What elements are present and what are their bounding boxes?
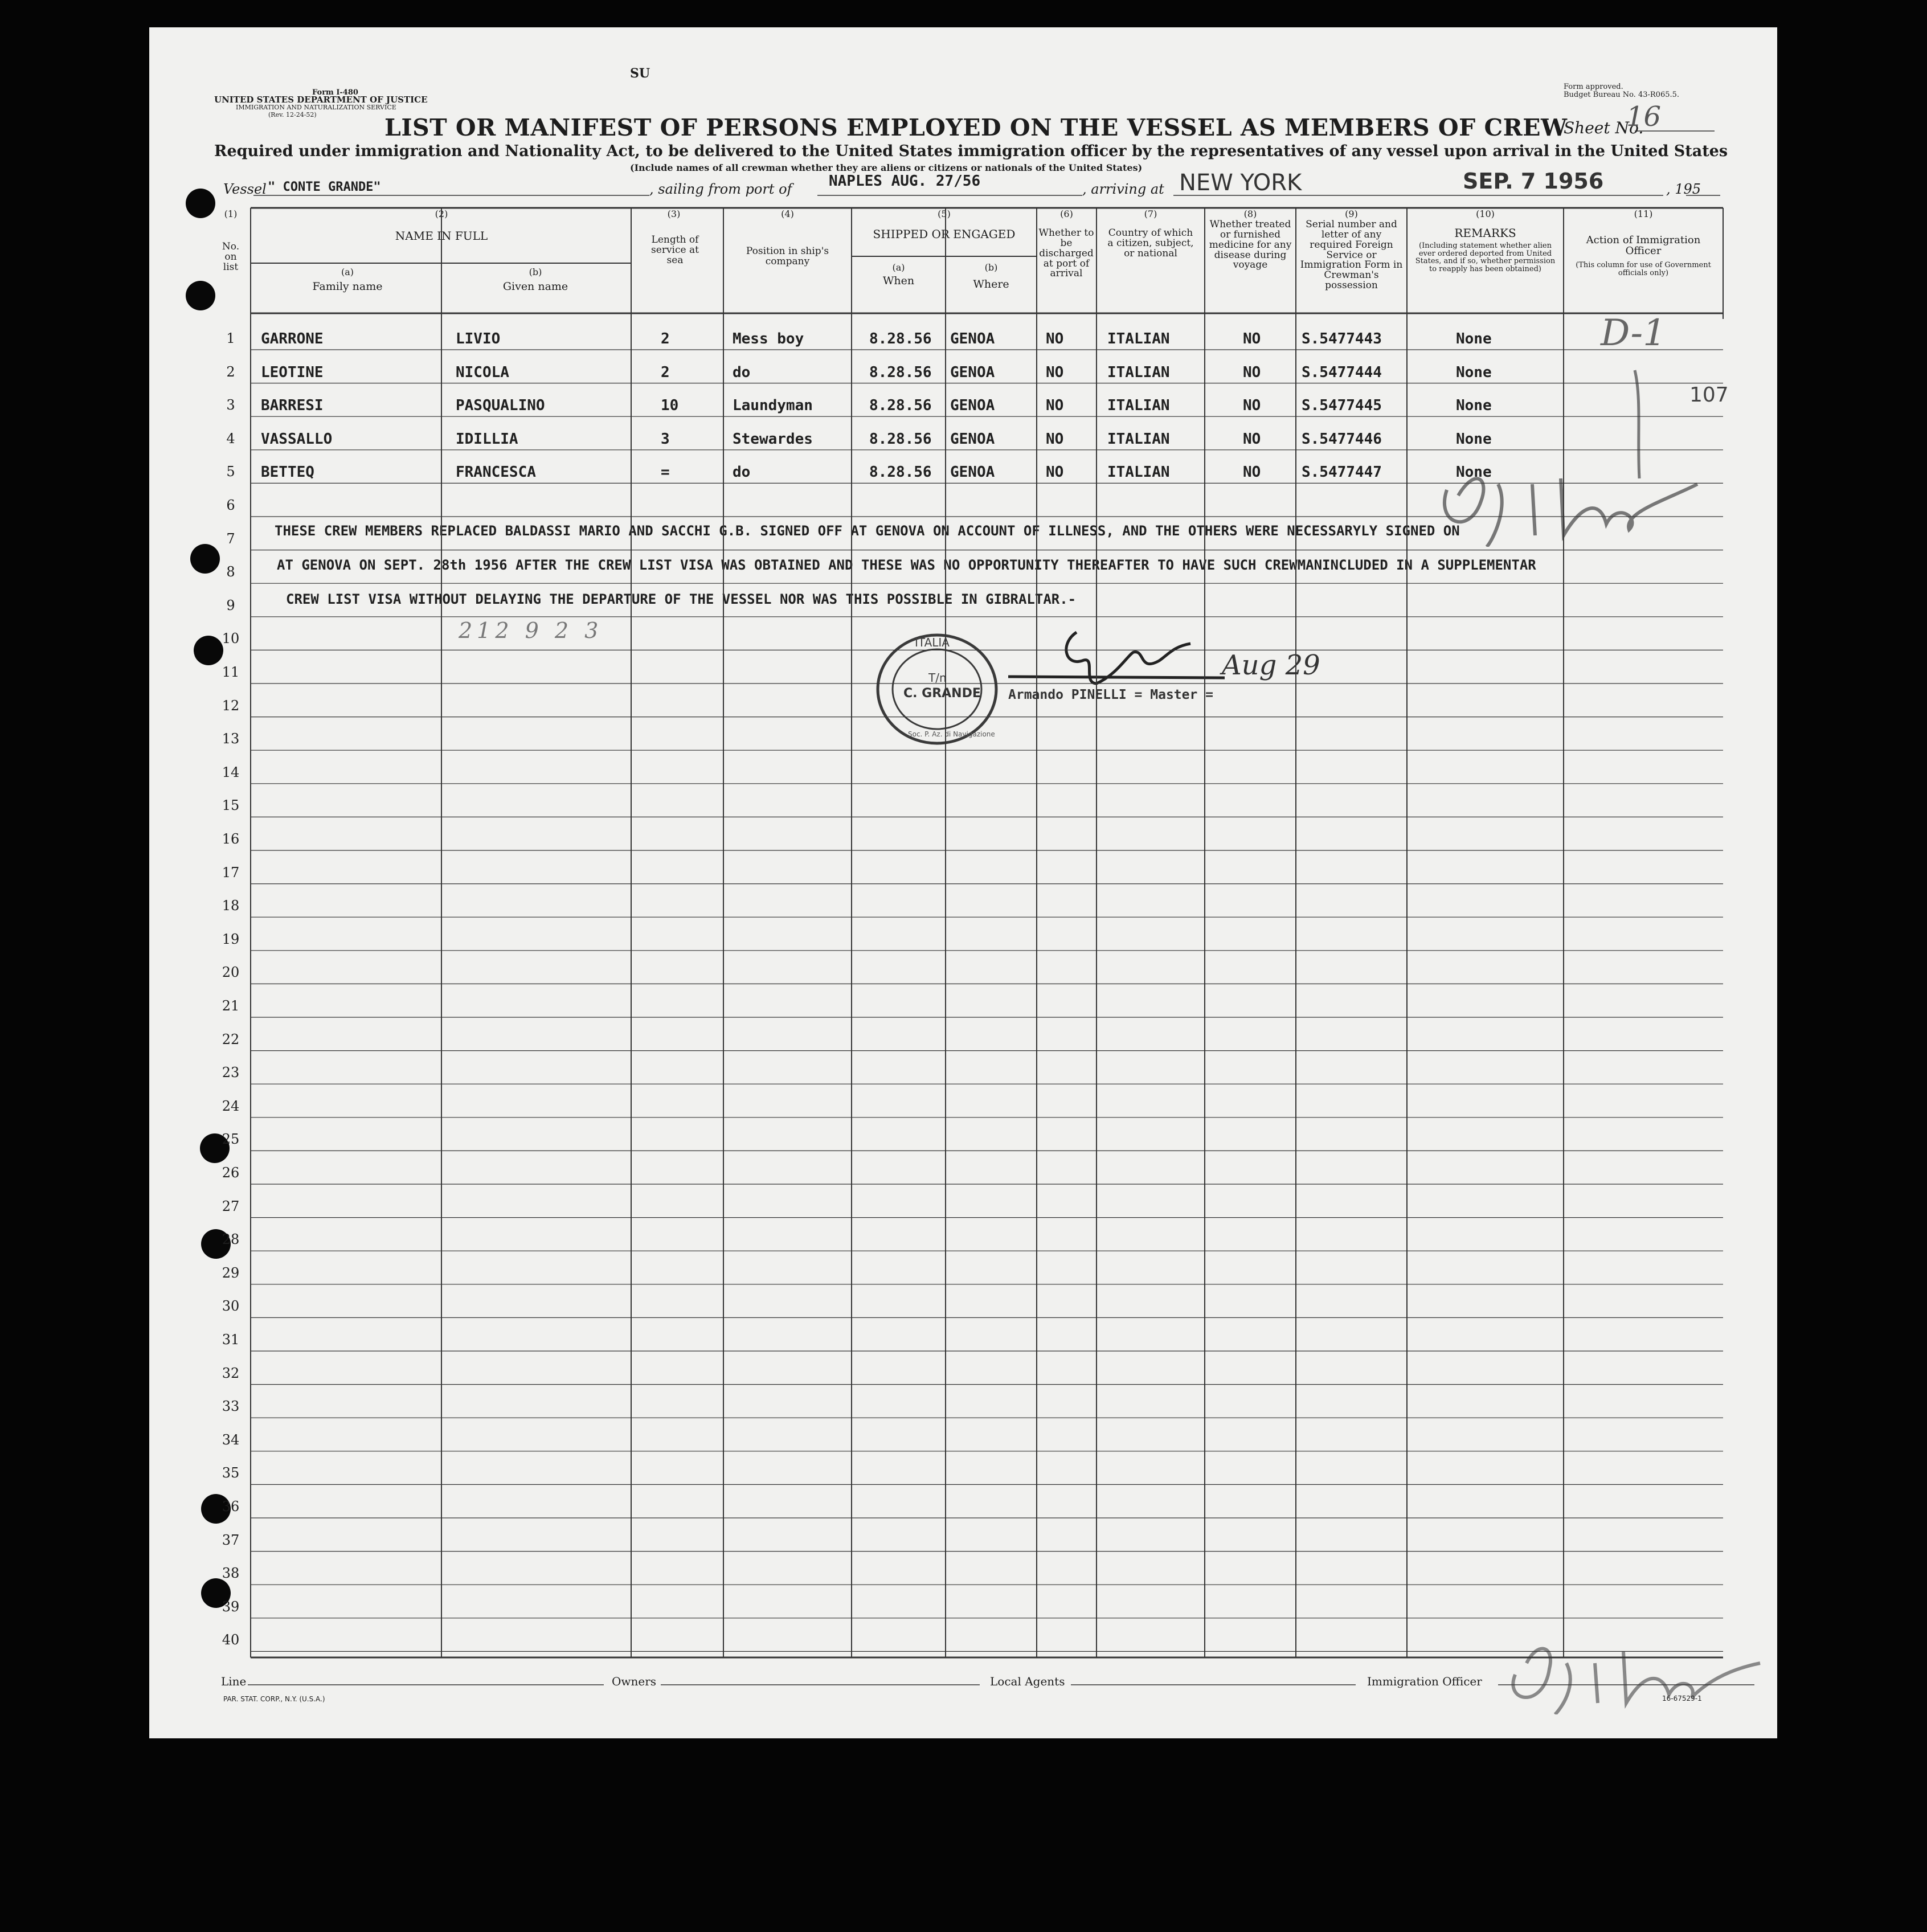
form-note: (Include names of all crewman whether they are aliens or citizens or nationals of the United States) xyxy=(630,162,1143,173)
crew-discharged: NO xyxy=(1046,430,1064,448)
footer-agents-label: Local Agents xyxy=(990,1675,1065,1688)
crew-where: GENOA xyxy=(950,430,995,448)
pencil-number: 212 9 2 3 xyxy=(459,618,603,643)
col11-header: Action of Immigration Officer xyxy=(1586,234,1701,257)
stamp-ring-text: Soc. P. Az. di Navigazione xyxy=(908,730,995,738)
row-number: 24 xyxy=(222,1098,240,1114)
col11-note: (This column for use of Government officials only) xyxy=(1576,261,1711,277)
row-number: 20 xyxy=(222,964,240,981)
crew-treated: NO xyxy=(1243,363,1261,381)
officer-mark: D-1 xyxy=(1601,312,1666,354)
row-number: 18 xyxy=(222,898,240,914)
col5-header: SHIPPED OR ENGAGED xyxy=(873,227,1016,241)
crew-family-name: VASSALLO xyxy=(261,430,333,448)
crew-discharged: NO xyxy=(1046,464,1064,481)
side-number: 107 xyxy=(1689,383,1729,407)
col9-number: (9) xyxy=(1345,208,1358,219)
row-number: 32 xyxy=(222,1365,240,1381)
vessel-label: Vessel xyxy=(223,181,267,197)
printer-credit: PAR. STAT. CORP., N.Y. (U.S.A.) xyxy=(223,1695,325,1703)
department-name: UNITED STATES DEPARTMENT OF JUSTICE xyxy=(214,95,428,105)
crew-country: ITALIAN xyxy=(1107,464,1170,481)
col5b-header: Where xyxy=(973,278,1009,290)
crew-remarks: None xyxy=(1456,363,1492,381)
sheet-number: 16 xyxy=(1626,101,1662,133)
crew-position: Laundyman xyxy=(733,397,813,415)
col2a-number: (a) xyxy=(341,267,354,277)
row-number: 33 xyxy=(222,1398,240,1415)
crew-length: 10 xyxy=(661,397,679,415)
col6-number: (6) xyxy=(1060,208,1073,219)
crew-family-name: BETTEQ xyxy=(261,464,314,481)
crew-position: Mess boy xyxy=(733,330,804,347)
crew-family-name: GARRONE xyxy=(261,330,324,347)
row-number: 19 xyxy=(222,931,240,947)
sheet-label: Sheet No. xyxy=(1564,118,1644,137)
row-number: 25 xyxy=(222,1131,240,1148)
col4-number: (4) xyxy=(781,208,794,219)
crew-position: do xyxy=(733,363,751,381)
footer-line-label: Line xyxy=(221,1675,247,1688)
crew-given-name: IDILLIA xyxy=(456,430,518,448)
form-subtitle: Required under immigration and Nationality Act, to be delivered to the United States immigration officer by the representatives of any vessel upon arrival in the United States xyxy=(214,142,1728,160)
crew-when: 8.28.56 xyxy=(869,397,932,415)
footer-officer-label: Immigration Officer xyxy=(1367,1675,1482,1688)
stamp-mid: T/n xyxy=(928,671,947,685)
col5-number: (5) xyxy=(938,208,951,219)
row-number: 26 xyxy=(222,1165,240,1181)
crew-where: GENOA xyxy=(950,330,995,347)
col10-header: REMARKS xyxy=(1454,226,1516,240)
budget-bureau: Budget Bureau No. 43-R065.5. xyxy=(1564,91,1680,99)
col8-header: Whether treated or furnished medicine for any disease during voyage xyxy=(1209,219,1292,271)
row-number: 40 xyxy=(222,1632,240,1648)
row-number: 34 xyxy=(222,1431,240,1448)
service-name: IMMIGRATION AND NATURALIZATION SERVICE xyxy=(236,104,396,111)
crew-when: 8.28.56 xyxy=(869,430,932,448)
year-suffix: , 195 xyxy=(1666,181,1701,197)
crew-when: 8.28.56 xyxy=(869,464,932,481)
sailing-label: , sailing from port of xyxy=(649,181,792,197)
crew-given-name: FRANCESCA xyxy=(456,464,536,481)
crew-country: ITALIAN xyxy=(1107,363,1170,381)
col1-header: No. on list xyxy=(222,241,240,273)
crew-treated: NO xyxy=(1243,464,1261,481)
col10-number: (10) xyxy=(1476,208,1495,219)
arriving-port: NEW YORK xyxy=(1179,170,1302,196)
crew-serial: S.5477446 xyxy=(1302,430,1382,448)
col2b-header: Given name xyxy=(502,280,568,293)
row-number: 14 xyxy=(222,764,240,780)
row-number: 7 xyxy=(226,530,235,547)
page-title: LIST OR MANIFEST OF PERSONS EMPLOYED ON THE VESSEL AS MEMBERS OF CREW xyxy=(384,114,1568,141)
crew-position: Stewardes xyxy=(733,430,813,448)
footer-owners-label: Owners xyxy=(612,1675,657,1688)
col9-header: Serial number and letter of any required Foreign Service or Immigration Form in Crewman's possession xyxy=(1300,219,1403,292)
statement-line-1: THESE CREW MEMBERS REPLACED BALDASSI MARIO AND SACCHI G.B. SIGNED OFF AT GENOVA ON ACCOUNT OF ILLNESS, AND THE OTHERS WERE NECESSARYLY SIGNED ON xyxy=(275,523,1460,539)
crew-family-name: BARRESI xyxy=(261,397,324,415)
crew-length: = xyxy=(661,464,670,481)
row-number: 29 xyxy=(222,1264,240,1281)
crew-country: ITALIAN xyxy=(1107,330,1170,347)
crew-when: 8.28.56 xyxy=(869,330,932,347)
crew-discharged: NO xyxy=(1046,397,1064,415)
row-number: 22 xyxy=(222,1031,240,1047)
row-number: 17 xyxy=(222,864,240,881)
crew-remarks: None xyxy=(1456,330,1492,347)
col4-header: Position in ship's company xyxy=(746,245,829,267)
crew-discharged: NO xyxy=(1046,363,1064,381)
crew-remarks: None xyxy=(1456,430,1492,448)
statement-line-2: AT GENOVA ON SEPT. 28th 1956 AFTER THE CREW LIST VISA WAS OBTAINED AND THESE WAS NO OPPORTUNITY THEREAFTER TO HAVE SUCH CREWMANINCLUDED IN A SUPPLEMENTAR xyxy=(277,557,1536,573)
su-mark: SU xyxy=(630,66,650,81)
col2-header: NAME IN FULL xyxy=(395,229,488,243)
col5a-header: When xyxy=(882,275,915,287)
vessel-name: " CONTE GRANDE" xyxy=(268,180,381,194)
arriving-label: , arriving at xyxy=(1082,181,1164,197)
col11-number: (11) xyxy=(1634,208,1653,219)
crew-given-name: LIVIO xyxy=(456,330,501,347)
crew-family-name: LEOTINE xyxy=(261,363,324,381)
row-number: 10 xyxy=(222,631,240,647)
crew-serial: S.5477447 xyxy=(1302,464,1382,481)
row-number: 38 xyxy=(222,1565,240,1582)
crew-where: GENOA xyxy=(950,464,995,481)
col2b-number: (b) xyxy=(529,267,542,277)
crew-remarks: None xyxy=(1456,464,1492,481)
crew-length: 2 xyxy=(661,330,670,347)
col3-number: (3) xyxy=(667,208,681,219)
row-number: 5 xyxy=(226,464,235,480)
crew-remarks: None xyxy=(1456,397,1492,415)
col3-header: Length of service at sea xyxy=(651,234,699,266)
form-number: Form I-480 xyxy=(312,88,358,97)
row-number: 35 xyxy=(222,1465,240,1481)
form-approved: Form approved. xyxy=(1564,83,1623,91)
row-number: 31 xyxy=(222,1332,240,1348)
form-code: 16-67529-1 xyxy=(1662,1694,1702,1702)
row-number: 6 xyxy=(226,497,235,513)
col1-number: (1) xyxy=(224,208,238,219)
statement-line-3: CREW LIST VISA WITHOUT DELAYING THE DEPARTURE OF THE VESSEL NOR WAS THIS POSSIBLE IN GIBRALTAR.- xyxy=(286,591,1077,607)
sailing-port: NAPLES AUG. 27/56 xyxy=(829,173,981,190)
master-date: Aug 29 xyxy=(1222,649,1320,681)
crew-serial: S.5477443 xyxy=(1302,330,1382,347)
arrival-date: SEP. 7 1956 xyxy=(1463,169,1604,194)
row-number: 16 xyxy=(222,831,240,847)
crew-treated: NO xyxy=(1243,330,1261,347)
row-number: 28 xyxy=(222,1231,240,1248)
crew-where: GENOA xyxy=(950,397,995,415)
row-number: 39 xyxy=(222,1598,240,1615)
col7-header: Country of which a citizen, subject, or national xyxy=(1107,227,1194,259)
crew-given-name: NICOLA xyxy=(456,363,509,381)
row-number: 27 xyxy=(222,1198,240,1214)
col5b-number: (b) xyxy=(984,262,998,273)
crew-serial: S.5477445 xyxy=(1302,397,1382,415)
row-number: 8 xyxy=(226,564,235,580)
row-number: 4 xyxy=(226,430,235,447)
row-number: 30 xyxy=(222,1298,240,1315)
crew-treated: NO xyxy=(1243,397,1261,415)
crew-length: 3 xyxy=(661,430,670,448)
col8-number: (8) xyxy=(1243,208,1257,219)
crew-treated: NO xyxy=(1243,430,1261,448)
crew-position: do xyxy=(733,464,751,481)
row-number: 13 xyxy=(222,731,240,747)
crew-where: GENOA xyxy=(950,363,995,381)
row-number: 2 xyxy=(226,363,235,380)
row-number: 36 xyxy=(222,1499,240,1515)
col6-header: Whether to be discharged at port of arrival xyxy=(1038,227,1094,280)
crew-length: 2 xyxy=(661,363,670,381)
form-revision: (Rev. 12-24-52) xyxy=(268,111,317,118)
stamp-ship: C. GRANDE xyxy=(903,686,981,701)
master-name: Armando PINELLI = Master = xyxy=(1008,687,1214,702)
stamp-top: ITALIA xyxy=(915,636,950,649)
col2-number: (2) xyxy=(435,208,448,219)
col7-number: (7) xyxy=(1144,208,1157,219)
row-number: 15 xyxy=(222,797,240,814)
crew-country: ITALIAN xyxy=(1107,430,1170,448)
col5a-number: (a) xyxy=(892,262,905,273)
row-number: 1 xyxy=(226,330,235,346)
row-number: 3 xyxy=(226,397,235,414)
col10-note: (Including statement whether alien ever ordered deported from United States, and if so, whether permission to reapply has been obtained) xyxy=(1415,242,1556,273)
crew-given-name: PASQUALINO xyxy=(456,397,545,415)
row-number: 21 xyxy=(222,998,240,1014)
col2a-header: Family name xyxy=(312,280,383,293)
row-number: 37 xyxy=(222,1532,240,1548)
crew-country: ITALIAN xyxy=(1107,397,1170,415)
crew-serial: S.5477444 xyxy=(1302,363,1382,381)
crew-discharged: NO xyxy=(1046,330,1064,347)
row-number: 23 xyxy=(222,1065,240,1081)
crew-when: 8.28.56 xyxy=(869,363,932,381)
row-number: 9 xyxy=(226,597,235,613)
row-number: 11 xyxy=(222,664,240,680)
row-number: 12 xyxy=(222,697,240,714)
